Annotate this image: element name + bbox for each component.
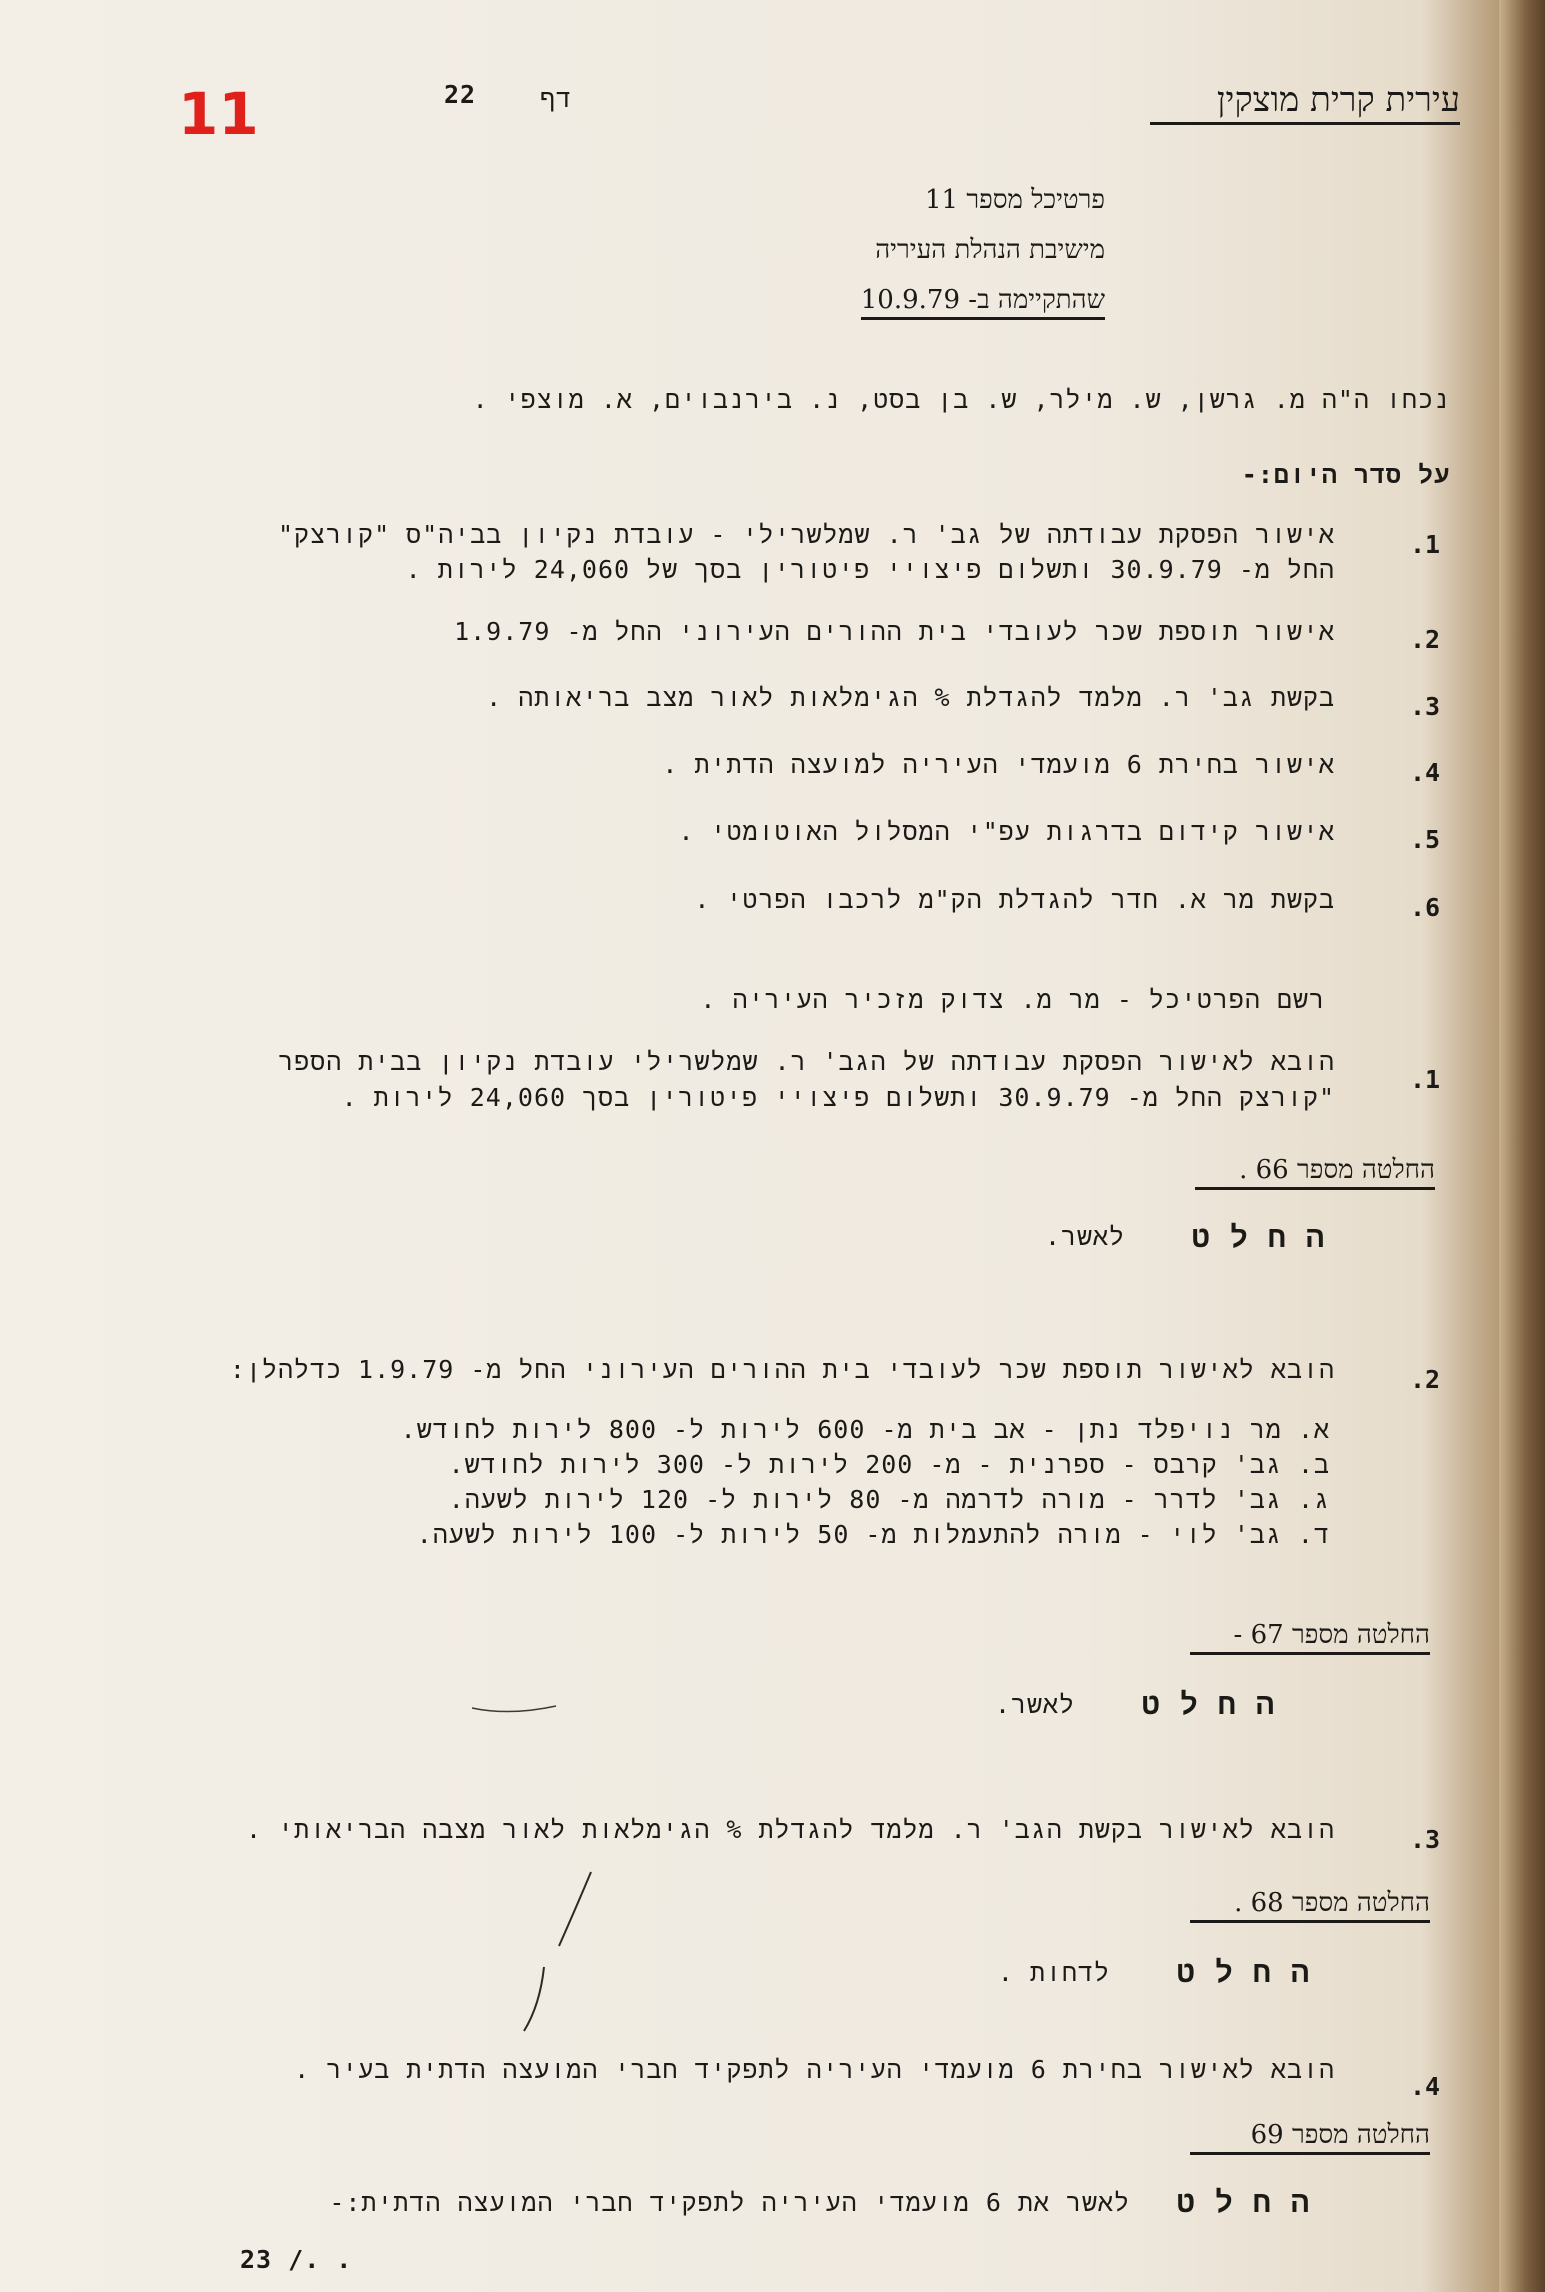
item-4-number: .4 — [1410, 2072, 1441, 2101]
resolution-66-decision-text: לאשר. — [1044, 1222, 1125, 1251]
resolution-68-decision-text: לדחות . — [997, 1958, 1110, 1987]
agenda-item-3-line: בקשת גב' ר. מלמד להגדלת % הגימלאות לאור מצב בריאותה . — [486, 683, 1335, 712]
municipality-name: עירית קרית מוצקין — [1150, 80, 1460, 125]
agenda-item-3-number: .3 — [1410, 692, 1441, 721]
protocol-title: פרטיכל מספר 11 — [924, 185, 1105, 215]
item-1-line-1: הובא לאישור הפסקת עבודתה של הגב' ר. שמלשרילי עובדת נקיון בבית הספר — [278, 1047, 1335, 1076]
resolution-69-decision-word: ה ח ל ט — [1176, 2185, 1310, 2220]
meeting-title: מישיבת הנהלת העיריה — [875, 235, 1105, 265]
attendees-line: נכחו ה"ה מ. גרשן, ש. מילר, ש. בן בסט, נ. בירנבוים, א. מוצפי . — [472, 385, 1450, 414]
item-3-number: .3 — [1410, 1825, 1441, 1854]
resolution-68-label: החלטה מספר 68 . — [1190, 1888, 1430, 1923]
agenda-item-5-line: אישור קידום בדרגות עפ"י המסלול האוטומטי . — [678, 817, 1335, 846]
item-2-number: .2 — [1410, 1365, 1441, 1394]
resolution-67-decision-text: לאשר. — [994, 1690, 1075, 1719]
agenda-item-2-line: אישור תוספת שכר לעובדי בית ההורים העירוני החל מ- 1.9.79 — [454, 617, 1335, 646]
agenda-item-6-number: .6 — [1410, 893, 1441, 922]
item-4-line: הובא לאישור בחירת 6 מועמדי העיריה לתפקיד חברי המועצה הדתית בעיר . — [294, 2055, 1335, 2084]
item-2-sub-c: ג. גב' לדרר - מורה לדרמה מ- 80 לירות ל- 120 לירות לשעה. — [448, 1485, 1330, 1514]
item-1-number: .1 — [1410, 1065, 1441, 1094]
agenda-item-1-line-1: אישור הפסקת עבודתה של גב' ר. שמלשרילי - עובדת נקיון בביה"ס "קורצק" — [278, 520, 1335, 549]
resolution-69-label: החלטה מספר 69 — [1190, 2120, 1430, 2155]
item-2-sub-a: א. מר נויפלד נתן - אב בית מ- 600 לירות ל- 800 לירות לחודש. — [400, 1415, 1330, 1444]
pen-stroke-decoration — [555, 1870, 595, 1950]
item-2-sub-b: ב. גב' קרבס - ספרנית - מ- 200 לירות ל- 300 לירות לחודש. — [448, 1450, 1330, 1479]
binding-spine — [1499, 0, 1545, 2292]
recorder-line: רשם הפרטיכל - מר מ. צדוק מזכיר העיריה . — [700, 985, 1325, 1014]
agenda-item-4-line: אישור בחירת 6 מועמדי העיריה למועצה הדתית . — [662, 750, 1335, 779]
page-number: 22 — [444, 80, 477, 109]
resolution-69-decision-text: לאשר את 6 מועמדי העיריה לתפקיד חברי המועצה הדתית:- — [329, 2188, 1130, 2217]
item-2-line: הובא לאישור תוספת שכר לעובדי בית ההורים העירוני החל מ- 1.9.79 כדלהלן: — [229, 1355, 1335, 1384]
resolution-66-decision-word: ה ח ל ט — [1191, 1220, 1325, 1255]
meeting-date: שהתקיימה ב- 10.9.79 — [861, 285, 1105, 320]
item-2-sub-d: ד. גב' לוי - מורה להתעמלות מ- 50 לירות ל- 100 לירות לשעה. — [416, 1520, 1330, 1549]
agenda-heading: על סדר היום:- — [1241, 460, 1450, 489]
agenda-item-1-number: .1 — [1410, 530, 1441, 559]
agenda-item-5-number: .5 — [1410, 825, 1441, 854]
pen-mark-decoration — [470, 1690, 560, 1720]
agenda-item-6-line: בקשת מר א. חדר להגדלת הק"מ לרכבו הפרטי . — [694, 885, 1335, 914]
agenda-item-1-line-2: החל מ- 30.9.79 ותשלום פיצויי פיטורין בסך של 24,060 לירות . — [405, 555, 1335, 584]
continued-page-marker: 23 /. . — [240, 2245, 353, 2274]
page-label: דף — [540, 84, 573, 113]
resolution-66-label: החלטה מספר 66 . — [1195, 1155, 1435, 1190]
resolution-67-label: החלטה מספר 67 - — [1190, 1620, 1430, 1655]
red-stamp-number: 11 — [178, 80, 259, 148]
resolution-67-decision-word: ה ח ל ט — [1141, 1687, 1275, 1722]
pen-stroke-decoration-2 — [520, 1965, 550, 2035]
agenda-item-4-number: .4 — [1410, 758, 1441, 787]
item-3-line: הובא לאישור בקשת הגב' ר. מלמד להגדלת % הגימלאות לאור מצבה הבריאותי . — [246, 1815, 1335, 1844]
resolution-68-decision-word: ה ח ל ט — [1176, 1955, 1310, 1990]
item-1-line-2: "קורצק החל מ- 30.9.79 ותשלום פיצויי פיטורין בסך 24,060 לירות . — [341, 1083, 1335, 1112]
agenda-item-2-number: .2 — [1410, 625, 1441, 654]
